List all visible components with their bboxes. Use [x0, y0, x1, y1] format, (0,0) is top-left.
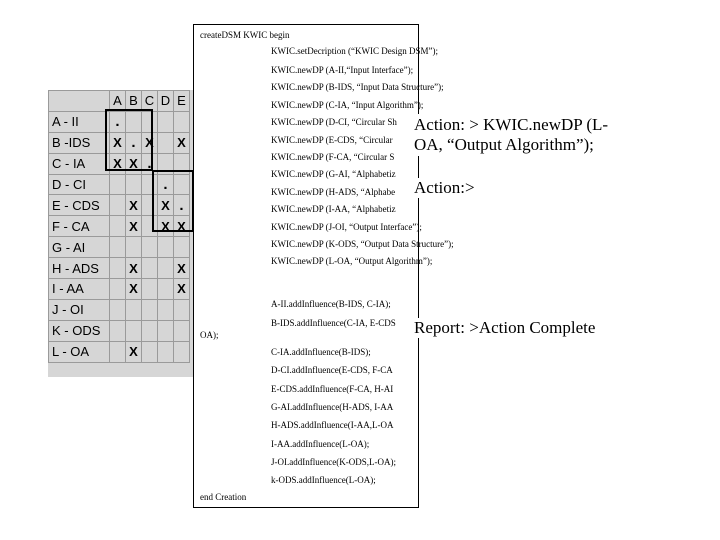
action-panel: [410, 114, 648, 156]
code-add-influence-line: G-AI.addInfluence(H-ADS, I-AA: [271, 401, 394, 412]
dsm-dependency-mark: X: [126, 153, 142, 174]
dsm-diagonal-mark: .: [142, 153, 158, 174]
dsm-empty-cell: [110, 216, 126, 237]
dsm-empty-cell: [110, 237, 126, 258]
dsm-dependency-mark: X: [126, 216, 142, 237]
dsm-dependency-mark: X: [174, 258, 190, 279]
dsm-empty-cell: [126, 237, 142, 258]
dsm-row: [49, 153, 190, 174]
dsm-column-header: A: [110, 91, 126, 112]
dsm-row-label: G - AI: [49, 237, 110, 258]
code-new-dp-line: KWIC.newDP (F-CA, “Circular S: [271, 152, 395, 162]
dsm-column-header: B: [126, 91, 142, 112]
dsm-empty-cell: [158, 132, 174, 153]
code-new-dp-line: KWIC.newDP (L-OA, “Output Algorithm”);: [271, 256, 433, 267]
code-add-influence-line: C-IA.addInfluence(B-IDS);: [271, 347, 371, 357]
dsm-column-header: E: [174, 91, 190, 112]
dsm-empty-cell: [158, 153, 174, 174]
dsm-empty-cell: [142, 299, 158, 320]
dsm-empty-cell: [110, 320, 126, 341]
code-add-influence-line: J-OI.addInfluence(K-ODS,L-OA);: [271, 456, 396, 467]
dsm-empty-cell: [126, 299, 142, 320]
dsm-empty-cell: [126, 320, 142, 341]
dsm-dependency-mark: X: [158, 216, 174, 237]
code-new-dp-line: KWIC.newDP (I-AA, “Alphabetiz: [271, 204, 396, 215]
dsm-header-row: [49, 91, 190, 112]
dsm-row-label: A - II: [49, 111, 110, 132]
code-new-dp-line: KWIC.newDP (D-CI, “Circular Sh: [271, 117, 397, 128]
dsm-row: [49, 111, 190, 132]
dsm-empty-cell: [174, 341, 190, 362]
dsm-empty-cell: [142, 237, 158, 258]
dsm-dependency-mark: X: [126, 195, 142, 216]
dsm-dependency-mark: X: [158, 195, 174, 216]
dsm-empty-cell: [126, 111, 142, 132]
dsm-dependency-mark: X: [126, 258, 142, 279]
dsm-empty-cell: [110, 195, 126, 216]
dsm-empty-cell: [142, 341, 158, 362]
code-new-dp-line: KWIC.newDP (E-CDS, “Circular: [271, 134, 393, 145]
dsm-empty-cell: [110, 174, 126, 195]
dsm-row: [49, 216, 190, 237]
code-add-influence-line: B-IDS.addInfluence(C-IA, E-CDS: [271, 318, 396, 328]
dsm-row: [49, 132, 190, 153]
dsm-dependency-mark: X: [126, 341, 142, 362]
code-new-dp-line: KWIC.newDP (G-AI, “Alphabetiz: [271, 169, 396, 180]
dsm-empty-cell: [142, 195, 158, 216]
dsm-row-label: C - IA: [49, 153, 110, 174]
dsm-empty-cell: [158, 111, 174, 132]
dsm-row: [49, 237, 190, 258]
dsm-dependency-mark: X: [174, 216, 190, 237]
dsm-body: [49, 111, 190, 362]
dsm-row-label: K - ODS: [49, 320, 110, 341]
action-command-line-2: OA, “Output Algorithm”);: [414, 135, 594, 154]
dsm-row-label: D - CI: [49, 174, 110, 195]
code-begin-line: createDSM KWIC begin: [200, 30, 290, 40]
code-new-dp-line: KWIC.newDP (K-ODS, “Output Data Structure”);: [271, 239, 454, 249]
report-status: Report: >Action Complete: [410, 318, 599, 338]
dsm-empty-cell: [110, 341, 126, 362]
dsm-dependency-mark: X: [110, 132, 126, 153]
dsm-empty-cell: [158, 320, 174, 341]
dsm-empty-cell: [142, 174, 158, 195]
code-new-dp-line: KWIC.newDP (B-IDS, “Input Data Structure”);: [271, 82, 444, 93]
dsm-matrix: [48, 90, 194, 377]
dsm-row: [49, 299, 190, 320]
code-end-line: end Creation: [200, 492, 247, 502]
dsm-empty-cell: [174, 299, 190, 320]
dsm-empty-cell: [158, 237, 174, 258]
code-new-dp-line: KWIC.newDP (C-IA, “Input Algorithm”);: [271, 99, 424, 110]
dsm-empty-cell: [174, 111, 190, 132]
dsm-column-header: D: [158, 91, 174, 112]
dsm-row-label: H - ADS: [49, 258, 110, 279]
dsm-column-header: C: [142, 91, 158, 112]
dsm-empty-cell: [110, 279, 126, 300]
dsm-empty-cell: [158, 258, 174, 279]
dsm-row: [49, 258, 190, 279]
code-new-dp-line: KWIC.newDP (H-ADS, “Alphabe: [271, 186, 396, 197]
dsm-empty-cell: [126, 174, 142, 195]
dsm-empty-cell: [158, 279, 174, 300]
dsm-diagonal-mark: .: [110, 111, 126, 132]
dsm-dependency-mark: X: [174, 132, 190, 153]
action-prompt[interactable]: Action:>: [410, 178, 479, 198]
dsm-empty-cell: [110, 299, 126, 320]
dsm-row: [49, 174, 190, 195]
dsm-dependency-mark: X: [174, 279, 190, 300]
dsm-empty-cell: [142, 320, 158, 341]
dsm-corner-cell: [49, 91, 110, 112]
dsm-empty-cell: [142, 279, 158, 300]
dsm-row: [49, 279, 190, 300]
code-new-dp-line: KWIC.newDP (A-II,“Input Interface”);: [271, 65, 414, 75]
dsm-row: [49, 195, 190, 216]
dsm-diagonal-mark: .: [126, 132, 142, 153]
dsm-row-label: J - OI: [49, 299, 110, 320]
code-add-influence-line: k-ODS.addInfluence(L-OA);: [271, 475, 376, 486]
dsm-empty-cell: [142, 216, 158, 237]
code-new-dp-line: KWIC.newDP (J-OI, “Output Interface”);: [271, 221, 422, 232]
dsm-empty-cell: [158, 299, 174, 320]
dsm-dependency-mark: X: [126, 279, 142, 300]
dsm-empty-cell: [110, 258, 126, 279]
dsm-row: [49, 341, 190, 362]
code-add-influence-line: H-ADS.addInfluence(I-AA,L-OA: [271, 420, 394, 431]
action-command-line-1: Action: > KWIC.newDP (L-: [414, 115, 609, 134]
code-add-influence-line: A-II.addInfluence(B-IDS, C-IA);: [271, 299, 391, 309]
dsm-empty-cell: [174, 320, 190, 341]
dsm-empty-cell: [142, 258, 158, 279]
dsm-row-label: B -IDS: [49, 132, 110, 153]
dsm-diagonal-mark: .: [174, 195, 190, 216]
dsm-row-label: F - CA: [49, 216, 110, 237]
dsm-row-label: L - OA: [49, 341, 110, 362]
code-add-influence-line: D-CI.addInfluence(E-CDS, F-CA: [271, 365, 393, 376]
dsm-table: [48, 90, 190, 363]
dsm-empty-cell: [174, 237, 190, 258]
code-add-influence-line: E-CDS.addInfluence(F-CA, H-AI: [271, 383, 394, 394]
dsm-row-label: I - AA: [49, 279, 110, 300]
dsm-dependency-mark: X: [110, 153, 126, 174]
dsm-empty-cell: [174, 174, 190, 195]
dsm-empty-cell: [158, 341, 174, 362]
dsm-empty-cell: [174, 153, 190, 174]
dsm-dependency-mark: X: [142, 132, 158, 153]
code-set-description-line: KWIC.setDecription (“KWIC Design DSM”);: [271, 46, 438, 56]
dsm-row: [49, 320, 190, 341]
code-add-influence-line: I-AA.addInfluence(L-OA);: [271, 438, 370, 449]
code-add-influence-wrap: OA);: [200, 330, 219, 340]
dsm-empty-cell: [142, 111, 158, 132]
dsm-row-label: E - CDS: [49, 195, 110, 216]
dsm-diagonal-mark: .: [158, 174, 174, 195]
